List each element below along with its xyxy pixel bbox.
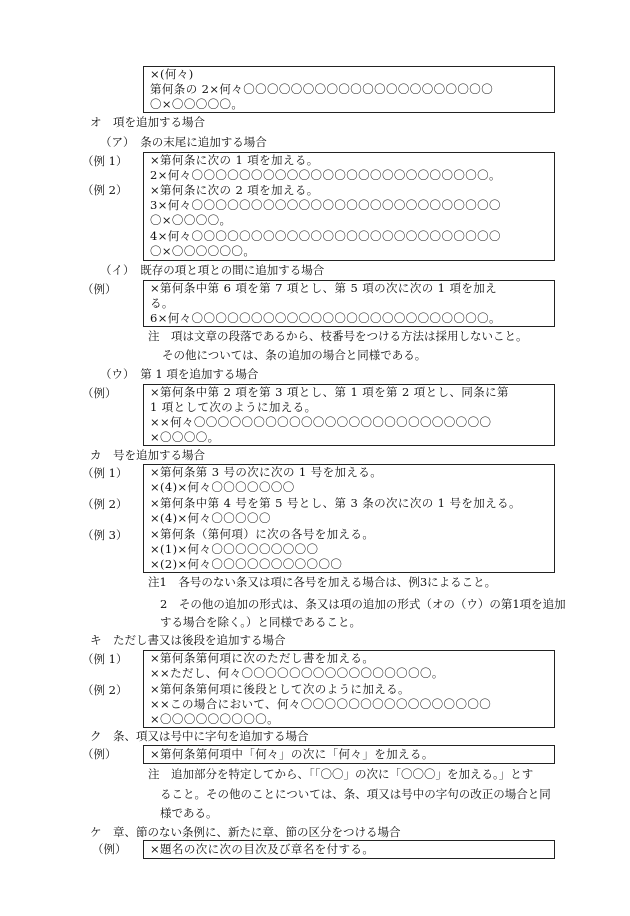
box-line: 1 項として次のように加える。 [150,400,317,414]
box-line: ××ただし、何々〇〇〇〇〇〇〇〇〇〇〇〇〇〇〇〇。 [150,666,444,680]
box-line: ××この場合において、何々〇〇〇〇〇〇〇〇〇〇〇〇〇〇〇〇 [150,697,492,711]
box-line: 4×何々〇〇〇〇〇〇〇〇〇〇〇〇〇〇〇〇〇〇〇〇〇〇〇〇〇〇 [150,229,501,243]
example-label: （例 2） [82,183,128,197]
box-line: ×第何条第 3 号の次に次の 1 号を加える。 [150,465,383,479]
box-line: ×(4)×何々〇〇〇〇〇〇〇 [150,480,295,494]
example-label: （例） [82,386,117,400]
box-line: 6×何々〇〇〇〇〇〇〇〇〇〇〇〇〇〇〇〇〇〇〇〇〇〇〇〇〇。 [150,311,501,325]
box-line: ×(何々) [150,67,194,81]
note: する場合を除く。）と同様であること。 [160,615,362,629]
box-line: る。 [150,296,174,310]
box-line: ×題名の次に次の目次及び章名を付する。 [150,842,375,856]
box-line: ×〇〇〇〇。 [150,430,220,444]
subsection-heading-o-a: （ア） 条の末尾に追加する場合 [100,135,267,149]
box-line: ×第何条に次の 2 項を加える。 [150,183,319,197]
box-line: 〇×〇〇〇〇〇。 [150,97,244,111]
amendment-box-o-i [143,280,555,327]
note: その他については、条の追加の場合と同様である。 [162,348,427,362]
amendment-box-ke [143,840,555,859]
section-heading-o: オ 項を追加する場合 [90,115,205,129]
subsection-heading-o-u: （ウ） 第 1 項を追加する場合 [100,367,259,381]
note: ること。その他のことについては、条、項又は号中の字句の改正の場合と同 [160,787,551,801]
box-line: ×〇〇〇〇〇〇〇〇〇。 [150,712,280,726]
box-line: ×第何条中第 2 項を第 3 項とし、第 1 項を第 2 項とし、同条に第 [150,385,509,399]
section-heading-ke: ケ 章、節のない条例に、新たに章、節の区分をつける場合 [90,825,401,839]
box-line: 3×何々〇〇〇〇〇〇〇〇〇〇〇〇〇〇〇〇〇〇〇〇〇〇〇〇〇〇 [150,198,501,212]
box-line: ×(2)×何々〇〇〇〇〇〇〇〇〇〇〇 [150,557,343,571]
note: 2 その他の追加の形式は、条又は項の追加の形式（オの（ウ）の第1項を追加 [160,597,566,611]
box-line: ×第何条に次の 1 項を加える。 [150,153,319,167]
box-line: ×第何条（第何項）に次の各号を加える。 [150,527,375,541]
subsection-heading-o-i: （イ） 既存の項と項との間に追加する場合 [100,263,325,277]
amendment-box-ku [143,745,555,764]
note: 注 項は文章の段落であるから、枝番号をつける方法は採用しないこと。 [148,329,528,343]
example-label: （例 3） [82,528,128,542]
example-label: （例 2） [82,683,128,697]
box-line: ××何々〇〇〇〇〇〇〇〇〇〇〇〇〇〇〇〇〇〇〇〇〇〇〇〇〇 [150,415,492,429]
box-line: 2×何々〇〇〇〇〇〇〇〇〇〇〇〇〇〇〇〇〇〇〇〇〇〇〇〇〇。 [150,168,501,182]
section-heading-ki: キ ただし書又は後段を追加する場合 [90,633,286,647]
note: 注1 各号のない条又は項に各号を加える場合は、例3によること。 [148,575,497,589]
note: 注 追加部分を特定してから、「「〇〇」の次に「〇〇〇」を加える。」とす [148,767,534,781]
box-line: ×第何条第何項に次のただし書を加える。 [150,651,375,665]
box-line: 〇×〇〇〇〇〇〇。 [150,244,256,258]
example-label: （例 2） [82,497,128,511]
box-line: 第何条の 2×何々〇〇〇〇〇〇〇〇〇〇〇〇〇〇〇〇〇〇〇〇〇 [150,82,494,96]
box-line: ×第何条中第 4 号を第 5 号とし、第 3 条の次に次の 1 号を加える。 [150,496,521,510]
box-line: ×第何条第何項に後段として次のように加える。 [150,682,410,696]
amendment-box-ka [143,464,555,573]
example-label: （例 1） [82,466,128,480]
box-line: ×第何条第何項中「何々」の次に「何々」を加える。 [150,747,434,761]
section-heading-ku: ク 条、項又は号中に字句を追加する場合 [90,729,309,743]
section-heading-ka: カ 号を追加する場合 [90,448,205,462]
amendment-box-o-a [143,152,555,261]
note: 様である。 [160,806,218,820]
amendment-box-o-u [143,384,555,446]
box-line: ×第何条中第 6 項を第 7 項とし、第 5 項の次に次の 1 項を加え [150,281,498,295]
box-line: ×(1)×何々〇〇〇〇〇〇〇〇〇 [150,542,319,556]
box-line: 〇×〇〇〇〇。 [150,213,232,227]
example-label: （例） [82,747,117,761]
example-label: （例） [92,842,127,856]
amendment-box-continued [143,66,555,113]
example-label: （例 1） [82,652,128,666]
amendment-box-ki [143,650,555,728]
box-line: ×(4)×何々〇〇〇〇〇 [150,511,271,525]
example-label: （例 1） [82,154,128,168]
example-label: （例） [82,282,117,296]
